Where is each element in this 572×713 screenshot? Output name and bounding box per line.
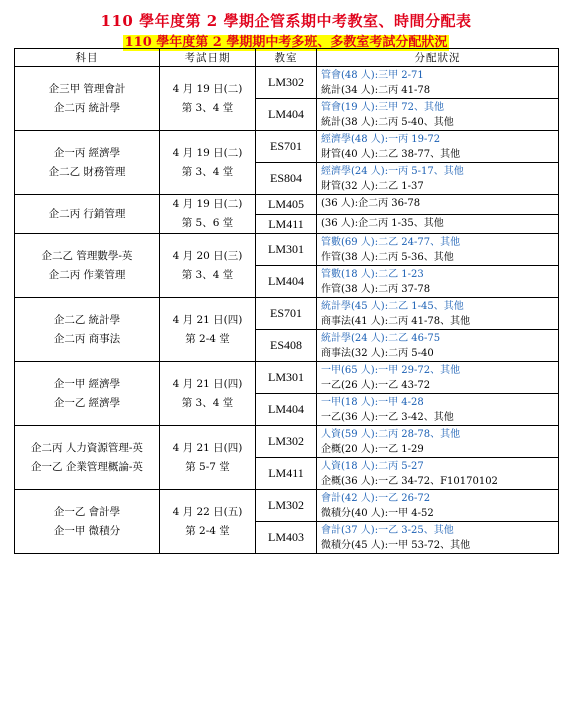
subject-name: 企一甲 微積分 [53,524,121,537]
allocation-line: 經濟學(48 人):一丙 19-72 [321,133,441,145]
classroom-cell: LM405 [256,195,317,215]
exam-date: 4 月 21 日(四) [172,313,243,326]
classroom-cell: LM302 [256,426,317,458]
exam-date: 4 月 20 日(三) [172,249,243,262]
allocation-cell [317,458,559,490]
table-row [15,298,559,330]
subject-name: 企一丙 經濟學 [53,146,121,159]
subject-name: 企二丙 人力資源管理-英 [31,441,143,454]
classroom-cell: ES701 [256,131,317,163]
subject-name: 企二丙 作業管理 [48,268,126,281]
exam-period: 第 5、6 堂 [181,217,234,229]
classroom-cell: LM302 [256,67,317,99]
exam-date: 4 月 21 日(四) [172,377,243,390]
exam-date-cell [160,234,256,298]
exam-date-cell [160,195,256,234]
subject-cell [15,195,160,234]
subject-cell [15,362,160,426]
page-title: 110 學年度第 2 學期企管系期中考教室、時間分配表 [100,12,472,30]
classroom-cell: ES701 [256,298,317,330]
allocation-line: 統計(34 人):二丙 41-78 [321,84,431,96]
table-row [15,362,559,394]
exam-date-cell [160,426,256,490]
subject-name: 企三甲 管理會計 [48,82,126,95]
subject-name: 企一甲 經濟學 [53,377,121,390]
allocation-line: 一甲(65 人):一甲 29-72、其他 [321,364,461,376]
allocation-line: 商事法(41 人):二丙 41-78、其他 [321,315,471,327]
allocation-cell [317,426,559,458]
column-header-classroom: 教室 [256,49,317,67]
allocation-line: 財管(32 人):二乙 1-37 [321,180,424,192]
allocation-line: 管數(69 人):二乙 24-77、其他 [321,236,461,248]
classroom-cell: LM411 [256,458,317,490]
classroom-cell: ES804 [256,163,317,195]
exam-date-cell [160,131,256,195]
exam-date-cell [160,362,256,426]
subject-name: 企二乙 管理數學-英 [41,249,133,262]
exam-date-cell [160,298,256,362]
subject-name: 企二乙 財務管理 [48,165,126,178]
subject-name: 企一乙 企業管理概論-英 [31,460,143,473]
table-row [15,131,559,163]
allocation-line: 管數(18 人):二乙 1-23 [321,268,424,280]
table-header-row [15,49,559,67]
exam-allocation-table [14,48,559,554]
allocation-cell [317,67,559,99]
page-subtitle: 110 學年度第 2 學期期中考多班、多教室考試分配狀況 [124,35,448,50]
column-header-exam-date: 考試日期 [160,49,256,67]
allocation-line: (36 人):企二丙 36-78 [321,198,421,210]
allocation-line: 商事法(32 人):二丙 5-40 [321,347,434,359]
allocation-cell [317,298,559,330]
allocation-line: 人資(18 人):二丙 5-27 [321,460,424,472]
column-header-subject: 科目 [15,49,160,67]
subject-name: 企二乙 統計學 [53,313,121,326]
allocation-line: 一乙(26 人):一乙 43-72 [321,379,431,391]
exam-period: 第 3、4 堂 [181,396,234,409]
subject-name: 企二丙 商事法 [53,332,121,345]
table-row [15,67,559,99]
classroom-cell: ES408 [256,330,317,362]
exam-date: 4 月 22 日(五) [172,505,243,518]
allocation-cell [317,330,559,362]
classroom-cell: LM404 [256,99,317,131]
subject-cell [15,426,160,490]
classroom-cell: LM403 [256,522,317,554]
allocation-cell [317,266,559,298]
table-row [15,490,559,522]
subject-cell [15,67,160,131]
classroom-cell: LM404 [256,394,317,426]
allocation-line: 管會(48 人):三甲 2-71 [321,69,424,81]
allocation-cell [317,195,559,215]
subject-name: 企二丙 統計學 [53,101,121,114]
allocation-line: 作管(38 人):二丙 5-36、其他 [321,251,454,263]
allocation-line: 統計(38 人):二丙 5-40、其他 [321,116,454,128]
allocation-line: 統計學(45 人):二乙 1-45、其他 [321,300,464,312]
table-row [15,426,559,458]
allocation-line: 會計(42 人):一乙 26-72 [321,492,431,504]
allocation-line: 企概(36 人):一乙 34-72、F10170102 [321,475,498,487]
allocation-cell [317,214,559,234]
exam-period: 第 5-7 堂 [185,460,230,473]
table-row [15,195,559,215]
allocation-line: (36 人):企二丙 1-35、其他 [321,217,444,229]
allocation-cell [317,234,559,266]
exam-period: 第 3、4 堂 [181,165,234,178]
allocation-cell [317,490,559,522]
subject-cell [15,234,160,298]
allocation-line: 人資(59 人):二丙 28-78、其他 [321,428,461,440]
classroom-cell: LM411 [256,214,317,234]
allocation-line: 企概(20 人):一乙 1-29 [321,443,424,455]
allocation-line: 經濟學(24 人):一丙 5-17、其他 [321,165,464,177]
allocation-line: 一甲(18 人):一甲 4-28 [321,396,424,408]
allocation-cell [317,131,559,163]
subject-name: 企二丙 行銷管理 [48,207,126,220]
table-row [15,234,559,266]
allocation-line: 微積分(40 人):一甲 4-52 [321,507,434,519]
allocation-line: 統計學(24 人):二乙 46-75 [321,332,441,344]
exam-date: 4 月 19 日(二) [172,198,243,210]
classroom-cell: LM301 [256,362,317,394]
subject-name: 企一乙 經濟學 [53,396,121,409]
classroom-cell: LM302 [256,490,317,522]
allocation-cell [317,362,559,394]
exam-period: 第 2-4 堂 [185,524,230,537]
subject-cell [15,298,160,362]
classroom-cell: LM404 [256,266,317,298]
allocation-line: 財管(40 人):二乙 38-77、其他 [321,148,461,160]
exam-period: 第 3、4 堂 [181,268,234,281]
allocation-line: 作管(38 人):二丙 37-78 [321,283,431,295]
column-header-allocation: 分配狀況 [317,49,559,67]
exam-date: 4 月 21 日(四) [172,441,243,454]
allocation-cell [317,163,559,195]
exam-date: 4 月 19 日(二) [172,82,243,95]
exam-period: 第 3、4 堂 [181,101,234,114]
allocation-line: 微積分(45 人):一甲 53-72、其他 [321,539,471,551]
subject-name: 企一乙 會計學 [53,505,121,518]
allocation-line: 會計(37 人):一乙 3-25、其他 [321,524,454,536]
allocation-line: 一乙(36 人):一乙 3-42、其他 [321,411,454,423]
exam-date: 4 月 19 日(二) [172,146,243,159]
classroom-cell: LM301 [256,234,317,266]
allocation-cell [317,99,559,131]
allocation-line: 管會(19 人):三甲 72、其他 [321,101,444,113]
exam-date-cell [160,490,256,554]
table-body [15,67,559,554]
allocation-cell [317,394,559,426]
exam-period: 第 2-4 堂 [185,332,230,345]
subject-cell [15,490,160,554]
exam-date-cell [160,67,256,131]
allocation-cell [317,522,559,554]
subject-cell [15,131,160,195]
